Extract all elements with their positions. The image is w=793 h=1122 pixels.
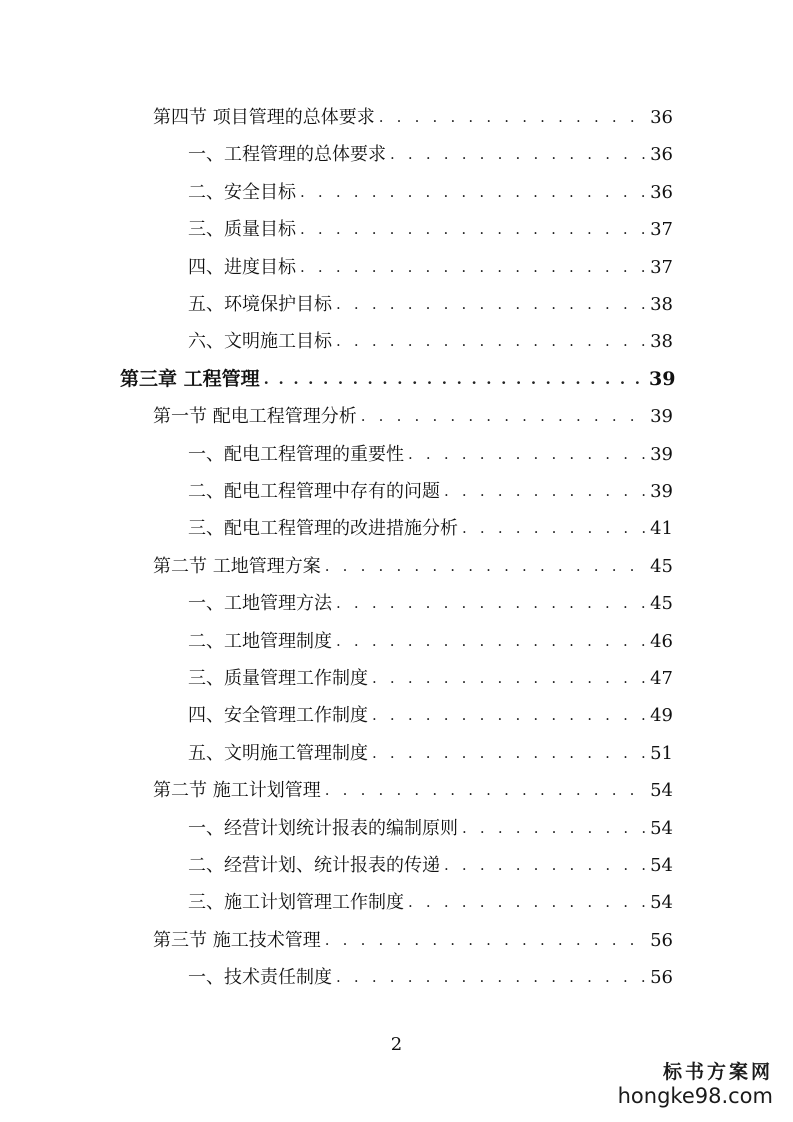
toc-entry-title: 四、安全管理工作制度 xyxy=(188,705,368,727)
toc-entry-title: 第三节 施工技术管理 xyxy=(153,929,321,951)
toc-entry-title: 六、文明施工目标 xyxy=(188,331,332,353)
watermark xyxy=(618,1057,773,1108)
dot-leader xyxy=(368,735,649,772)
toc-entry[interactable] xyxy=(188,735,673,772)
toc-entry-page: 51 xyxy=(650,742,673,764)
toc-entry[interactable] xyxy=(188,249,673,286)
toc-entry[interactable] xyxy=(188,323,673,360)
toc-entry-title: 一、工程管理的总体要求 xyxy=(188,144,386,166)
toc-entry-title: 三、质量目标 xyxy=(188,219,296,241)
toc-entry[interactable] xyxy=(188,286,673,323)
toc-entry[interactable] xyxy=(188,697,673,734)
dot-leader xyxy=(368,660,649,697)
toc-entry-page: 45 xyxy=(650,593,673,615)
toc-entry-title: 三、施工计划管理工作制度 xyxy=(188,892,404,914)
toc-entry-title: 五、环境保护目标 xyxy=(188,294,332,315)
dot-leader xyxy=(375,99,649,136)
toc-entry-page: 54 xyxy=(650,892,673,914)
toc-entry[interactable] xyxy=(153,548,673,585)
dot-leader xyxy=(368,697,649,734)
toc-entry-page: 39 xyxy=(650,406,673,428)
toc-entry-title: 第二节 工地管理方案 xyxy=(153,555,321,577)
dot-leader xyxy=(332,585,649,622)
toc-chapter-entry[interactable] xyxy=(120,361,676,398)
dot-leader xyxy=(404,436,649,473)
toc-entry-page: 56 xyxy=(650,967,673,989)
toc-entry-page: 37 xyxy=(650,219,673,241)
toc-entry[interactable] xyxy=(153,772,673,809)
toc-entry[interactable] xyxy=(188,585,673,622)
toc-entry[interactable] xyxy=(188,847,673,884)
toc-entry-page: 54 xyxy=(650,780,673,802)
toc-entry-page: 36 xyxy=(650,144,673,166)
toc-entry[interactable] xyxy=(188,211,673,248)
toc-entry-title: 第三章 工程管理 xyxy=(120,367,260,390)
toc-entry-page: 54 xyxy=(650,855,673,876)
dot-leader xyxy=(386,136,649,173)
dot-leader xyxy=(458,510,649,547)
dot-leader xyxy=(296,174,649,211)
toc-entry-title: 二、工地管理制度 xyxy=(188,630,332,652)
toc-entry-page: 46 xyxy=(650,630,673,652)
toc-entry[interactable] xyxy=(188,136,673,173)
toc-entry[interactable] xyxy=(188,623,673,660)
toc-entry-page: 56 xyxy=(650,929,673,951)
toc-entry[interactable] xyxy=(188,959,673,996)
toc-entry-page: 36 xyxy=(650,181,673,203)
toc-entry[interactable] xyxy=(188,884,673,921)
dot-leader xyxy=(296,211,649,248)
page-number: 2 xyxy=(390,1034,403,1055)
toc-entry[interactable] xyxy=(188,810,673,847)
toc-entry-page: 49 xyxy=(650,705,673,727)
dot-leader xyxy=(321,772,649,809)
toc-entry-page: 37 xyxy=(650,256,673,278)
toc-entry-title: 一、经营计划统计报表的编制原则 xyxy=(188,817,458,839)
dot-leader xyxy=(332,286,649,323)
toc-entry[interactable] xyxy=(188,510,673,547)
toc-entry[interactable] xyxy=(188,473,673,510)
toc-entry-page: 47 xyxy=(650,668,673,689)
dot-leader xyxy=(440,847,649,884)
dot-leader xyxy=(440,473,649,510)
toc-entry[interactable] xyxy=(188,660,673,697)
toc-entry-page: 36 xyxy=(650,107,673,128)
toc-entry-page: 38 xyxy=(650,331,673,353)
dot-leader xyxy=(321,548,649,585)
dot-leader xyxy=(458,810,649,847)
toc-entry[interactable] xyxy=(188,174,673,211)
dot-leader xyxy=(321,922,649,959)
toc-entry-title: 二、安全目标 xyxy=(188,181,296,203)
toc-entry-title: 一、技术责任制度 xyxy=(188,967,332,989)
toc-entry-title: 一、工地管理方法 xyxy=(188,593,332,615)
toc-entry-title: 三、配电工程管理的改进措施分析 xyxy=(188,518,458,540)
toc-entry[interactable] xyxy=(153,99,673,136)
dot-leader xyxy=(332,959,649,996)
toc-entry-title: 第二节 施工计划管理 xyxy=(153,780,321,802)
toc-entry-page: 39 xyxy=(649,367,676,390)
dot-leader xyxy=(357,398,649,435)
toc-entry-page: 39 xyxy=(650,443,673,465)
toc-entry-page: 39 xyxy=(650,481,673,502)
toc-entry[interactable] xyxy=(188,436,673,473)
toc-entry-title: 第一节 配电工程管理分析 xyxy=(153,406,357,428)
dot-leader xyxy=(296,249,649,286)
toc-entry[interactable] xyxy=(153,922,673,959)
toc-entry-title: 四、进度目标 xyxy=(188,256,296,278)
toc-entry-title: 二、配电工程管理中存有的问题 xyxy=(188,481,440,502)
dot-leader xyxy=(332,323,649,360)
dot-leader xyxy=(332,623,649,660)
toc-entry-title: 第四节 项目管理的总体要求 xyxy=(153,107,375,128)
toc-entry-title: 二、经营计划、统计报表的传递 xyxy=(188,855,440,876)
toc-entry[interactable] xyxy=(153,398,673,435)
toc-entry-title: 三、质量管理工作制度 xyxy=(188,668,368,689)
watermark-url: hongke98.com xyxy=(617,1084,773,1108)
toc-entry-title: 五、文明施工管理制度 xyxy=(188,742,368,764)
toc-entry-title: 一、配电工程管理的重要性 xyxy=(188,443,404,465)
toc-entry-page: 45 xyxy=(650,555,673,577)
toc-entry-page: 38 xyxy=(650,294,673,315)
toc-entry-page: 54 xyxy=(650,817,673,839)
watermark-name: 标书方案网 xyxy=(662,1061,773,1083)
toc-entry-page: 41 xyxy=(650,518,673,540)
dot-leader xyxy=(260,361,649,398)
dot-leader xyxy=(404,884,649,921)
